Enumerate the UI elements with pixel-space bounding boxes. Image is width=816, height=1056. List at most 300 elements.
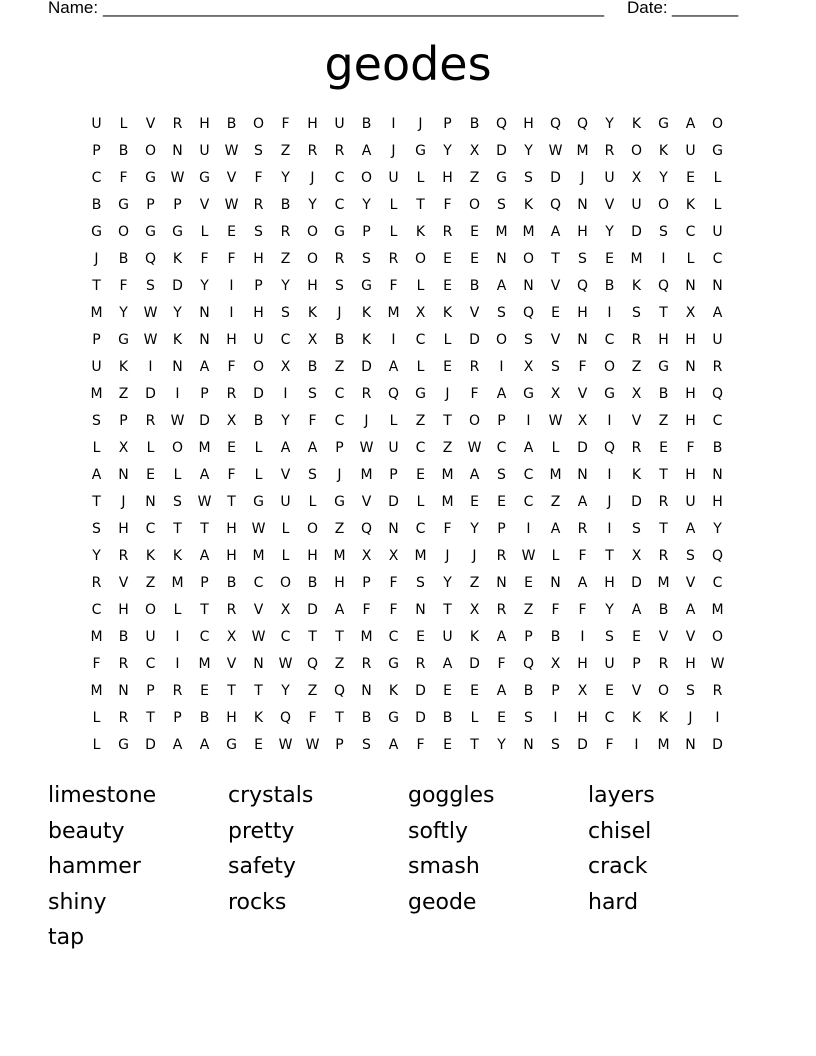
grid-letter[interactable]: D (172, 278, 183, 294)
grid-letter[interactable]: J (445, 386, 450, 402)
grid-letter[interactable]: A (685, 116, 696, 132)
grid-letter[interactable]: X (226, 413, 237, 429)
grid-letter[interactable]: Y (281, 683, 290, 699)
grid-letter[interactable]: M (522, 224, 535, 240)
grid-letter[interactable]: S (632, 521, 641, 537)
grid-letter[interactable]: U (604, 656, 615, 672)
grid-letter[interactable]: U (604, 170, 615, 186)
grid-letter[interactable]: Z (550, 494, 561, 510)
grid-letter[interactable]: Y (713, 521, 722, 537)
grid-letter[interactable]: D (145, 386, 156, 402)
grid-letter[interactable]: Q (495, 116, 508, 132)
grid-letter[interactable]: W (467, 440, 482, 456)
grid-letter[interactable]: A (199, 548, 210, 564)
grid-letter[interactable]: M (657, 575, 670, 591)
grid-letter[interactable]: L (200, 224, 209, 240)
grid-letter[interactable]: G (118, 332, 129, 348)
grid-letter[interactable]: U (685, 143, 696, 159)
grid-letter[interactable]: J (337, 467, 342, 483)
grid-letter[interactable]: B (361, 710, 372, 726)
grid-letter[interactable]: O (495, 332, 508, 348)
grid-letter[interactable]: E (443, 251, 452, 267)
grid-letter[interactable]: F (200, 251, 209, 267)
grid-letter[interactable]: G (91, 224, 102, 240)
grid-letter[interactable]: E (470, 224, 479, 240)
grid-letter[interactable]: Y (605, 116, 614, 132)
grid-letter[interactable]: W (359, 440, 374, 456)
grid-letter[interactable]: L (416, 278, 425, 294)
grid-letter[interactable]: Z (280, 143, 291, 159)
grid-letter[interactable]: Y (659, 170, 668, 186)
grid-letter[interactable]: H (199, 116, 210, 132)
grid-letter[interactable]: V (631, 413, 642, 429)
grid-letter[interactable]: C (334, 386, 345, 402)
grid-letter[interactable]: X (550, 656, 561, 672)
grid-letter[interactable]: S (146, 278, 155, 294)
grid-letter[interactable]: R (307, 143, 318, 159)
grid-letter[interactable]: I (229, 305, 234, 321)
grid-letter[interactable]: K (415, 224, 426, 240)
grid-letter[interactable]: V (199, 197, 210, 213)
grid-letter[interactable]: P (524, 629, 533, 645)
grid-letter[interactable]: U (442, 629, 453, 645)
grid-letter[interactable]: R (577, 521, 588, 537)
grid-letter[interactable]: B (118, 251, 129, 267)
grid-letter[interactable]: I (391, 116, 396, 132)
grid-letter[interactable]: T (659, 305, 668, 321)
grid-letter[interactable]: Y (281, 413, 290, 429)
grid-letter[interactable]: F (470, 386, 479, 402)
grid-letter[interactable]: N (199, 332, 210, 348)
grid-letter[interactable]: B (199, 710, 210, 726)
grid-letter[interactable]: M (387, 305, 400, 321)
grid-letter[interactable]: J (121, 494, 126, 510)
grid-letter[interactable]: F (551, 602, 560, 618)
grid-letter[interactable]: P (146, 197, 155, 213)
grid-letter[interactable]: H (307, 548, 318, 564)
grid-letter[interactable]: S (551, 359, 560, 375)
grid-letter[interactable]: G (145, 170, 156, 186)
grid-letter[interactable]: P (200, 575, 209, 591)
grid-letter[interactable]: G (415, 386, 426, 402)
grid-letter[interactable]: C (523, 467, 534, 483)
grid-letter[interactable]: B (334, 332, 345, 348)
grid-letter[interactable]: D (415, 710, 426, 726)
grid-letter[interactable]: U (91, 359, 102, 375)
grid-letter[interactable]: Z (334, 521, 345, 537)
grid-letter[interactable]: A (469, 467, 480, 483)
grid-letter[interactable]: F (254, 170, 263, 186)
grid-letter[interactable]: T (227, 494, 236, 510)
grid-letter[interactable]: S (605, 629, 614, 645)
grid-letter[interactable]: N (172, 143, 183, 159)
grid-letter[interactable]: X (469, 143, 480, 159)
grid-letter[interactable]: J (337, 305, 342, 321)
grid-letter[interactable]: Q (333, 683, 346, 699)
grid-letter[interactable]: H (307, 278, 318, 294)
grid-letter[interactable]: C (712, 413, 723, 429)
grid-letter[interactable]: B (280, 197, 291, 213)
grid-letter[interactable]: Y (524, 143, 533, 159)
grid-letter[interactable]: M (630, 251, 643, 267)
grid-letter[interactable]: R (712, 359, 723, 375)
grid-letter[interactable]: M (360, 629, 373, 645)
grid-letter[interactable]: G (199, 170, 210, 186)
grid-letter[interactable]: T (443, 413, 452, 429)
grid-letter[interactable]: Y (281, 278, 290, 294)
grid-letter[interactable]: A (523, 440, 534, 456)
grid-letter[interactable]: L (281, 548, 290, 564)
grid-letter[interactable]: R (334, 143, 345, 159)
grid-letter[interactable]: K (118, 359, 129, 375)
grid-letter[interactable]: I (580, 629, 585, 645)
grid-letter[interactable]: M (657, 737, 670, 753)
grid-letter[interactable]: H (685, 413, 696, 429)
grid-letter[interactable]: R (253, 197, 264, 213)
grid-letter[interactable]: Y (497, 737, 506, 753)
grid-letter[interactable]: R (226, 386, 237, 402)
grid-letter[interactable]: E (443, 359, 452, 375)
grid-letter[interactable]: A (712, 305, 723, 321)
grid-letter[interactable]: M (576, 143, 589, 159)
grid-letter[interactable]: C (388, 629, 399, 645)
grid-letter[interactable]: O (252, 359, 265, 375)
grid-letter[interactable]: L (416, 170, 425, 186)
grid-letter[interactable]: D (469, 656, 480, 672)
grid-letter[interactable]: D (199, 413, 210, 429)
grid-letter[interactable]: U (712, 332, 723, 348)
grid-letter[interactable]: E (551, 305, 560, 321)
grid-letter[interactable]: H (577, 305, 588, 321)
grid-letter[interactable]: R (658, 548, 669, 564)
grid-letter[interactable]: B (523, 683, 534, 699)
grid-letter[interactable]: P (362, 575, 371, 591)
grid-letter[interactable]: A (577, 494, 588, 510)
grid-letter[interactable]: X (118, 440, 129, 456)
grid-letter[interactable]: D (253, 386, 264, 402)
grid-letter[interactable]: S (173, 494, 182, 510)
grid-letter[interactable]: M (495, 224, 508, 240)
grid-letter[interactable]: V (550, 278, 561, 294)
grid-letter[interactable]: O (117, 224, 130, 240)
grid-letter[interactable]: C (91, 602, 102, 618)
grid-letter[interactable]: R (118, 548, 129, 564)
grid-letter[interactable]: Z (631, 359, 642, 375)
grid-letter[interactable]: C (199, 629, 210, 645)
grid-letter[interactable]: F (443, 521, 452, 537)
grid-letter[interactable]: C (415, 521, 426, 537)
grid-letter[interactable]: R (604, 143, 615, 159)
grid-letter[interactable]: W (305, 737, 320, 753)
grid-letter[interactable]: K (658, 710, 669, 726)
grid-letter[interactable]: I (607, 467, 612, 483)
grid-letter[interactable]: U (334, 116, 345, 132)
grid-letter[interactable]: P (362, 224, 371, 240)
grid-letter[interactable]: A (199, 359, 210, 375)
grid-letter[interactable]: G (658, 116, 669, 132)
grid-letter[interactable]: A (496, 629, 507, 645)
grid-letter[interactable]: R (712, 683, 723, 699)
grid-letter[interactable]: H (577, 224, 588, 240)
grid-letter[interactable]: H (442, 170, 453, 186)
grid-letter[interactable]: T (443, 602, 452, 618)
grid-letter[interactable]: R (469, 359, 480, 375)
grid-letter[interactable]: H (577, 656, 588, 672)
grid-letter[interactable]: W (251, 521, 266, 537)
grid-letter[interactable]: C (523, 494, 534, 510)
grid-letter[interactable]: S (524, 170, 533, 186)
grid-letter[interactable]: I (175, 629, 180, 645)
grid-letter[interactable]: P (443, 116, 452, 132)
grid-letter[interactable]: K (172, 548, 183, 564)
grid-letter[interactable]: O (144, 143, 157, 159)
grid-letter[interactable]: S (551, 737, 560, 753)
grid-letter[interactable]: D (496, 143, 507, 159)
grid-letter[interactable]: N (712, 467, 723, 483)
grid-letter[interactable]: M (198, 440, 211, 456)
grid-letter[interactable]: Z (280, 251, 291, 267)
grid-letter[interactable]: X (631, 386, 642, 402)
grid-letter[interactable]: S (92, 521, 101, 537)
grid-letter[interactable]: F (578, 548, 587, 564)
grid-letter[interactable]: R (361, 656, 372, 672)
grid-letter[interactable]: O (360, 170, 373, 186)
grid-letter[interactable]: F (578, 359, 587, 375)
grid-letter[interactable]: E (497, 494, 506, 510)
grid-letter[interactable]: V (280, 467, 291, 483)
grid-letter[interactable]: D (550, 170, 561, 186)
grid-letter[interactable]: N (496, 575, 507, 591)
grid-letter[interactable]: T (335, 710, 344, 726)
grid-letter[interactable]: A (361, 143, 372, 159)
grid-letter[interactable]: D (631, 224, 642, 240)
grid-letter[interactable]: N (145, 494, 156, 510)
grid-letter[interactable]: E (497, 710, 506, 726)
grid-letter[interactable]: K (388, 683, 399, 699)
grid-letter[interactable]: M (90, 386, 103, 402)
grid-letter[interactable]: S (362, 737, 371, 753)
grid-letter[interactable]: Q (522, 305, 535, 321)
grid-letter[interactable]: V (118, 575, 129, 591)
grid-letter[interactable]: H (658, 332, 669, 348)
grid-letter[interactable]: N (523, 737, 534, 753)
grid-letter[interactable]: F (416, 737, 425, 753)
grid-letter[interactable]: Z (334, 359, 345, 375)
grid-letter[interactable]: L (686, 251, 695, 267)
grid-letter[interactable]: O (468, 413, 481, 429)
grid-letter[interactable]: E (443, 737, 452, 753)
grid-letter[interactable]: R (388, 251, 399, 267)
grid-letter[interactable]: J (364, 413, 369, 429)
grid-letter[interactable]: J (418, 116, 423, 132)
grid-letter[interactable]: W (710, 656, 725, 672)
grid-letter[interactable]: Q (711, 386, 724, 402)
grid-letter[interactable]: X (685, 305, 696, 321)
grid-letter[interactable]: A (496, 386, 507, 402)
grid-letter[interactable]: B (658, 386, 669, 402)
grid-letter[interactable]: N (523, 278, 534, 294)
grid-letter[interactable]: C (334, 170, 345, 186)
grid-letter[interactable]: I (499, 359, 504, 375)
grid-letter[interactable]: V (550, 332, 561, 348)
grid-letter[interactable]: B (442, 710, 453, 726)
grid-letter[interactable]: B (469, 116, 480, 132)
grid-letter[interactable]: Y (443, 143, 452, 159)
grid-letter[interactable]: P (335, 440, 344, 456)
grid-letter[interactable]: G (226, 737, 237, 753)
grid-letter[interactable]: E (470, 683, 479, 699)
grid-letter[interactable]: I (175, 656, 180, 672)
grid-letter[interactable]: Z (523, 602, 534, 618)
grid-letter[interactable]: P (173, 197, 182, 213)
grid-letter[interactable]: B (307, 575, 318, 591)
grid-letter[interactable]: R (658, 656, 669, 672)
grid-letter[interactable]: X (469, 602, 480, 618)
grid-letter[interactable]: O (279, 575, 292, 591)
grid-letter[interactable]: M (252, 548, 265, 564)
grid-letter[interactable]: R (118, 656, 129, 672)
grid-letter[interactable]: K (631, 710, 642, 726)
grid-letter[interactable]: Q (387, 386, 400, 402)
grid-letter[interactable]: L (389, 224, 398, 240)
grid-letter[interactable]: O (630, 143, 643, 159)
grid-letter[interactable]: S (632, 305, 641, 321)
grid-letter[interactable]: S (524, 710, 533, 726)
grid-letter[interactable]: M (90, 683, 103, 699)
grid-letter[interactable]: Z (118, 386, 129, 402)
grid-letter[interactable]: N (118, 467, 129, 483)
grid-letter[interactable]: I (634, 737, 639, 753)
grid-letter[interactable]: J (310, 170, 315, 186)
grid-letter[interactable]: E (470, 251, 479, 267)
grid-letter[interactable]: C (334, 197, 345, 213)
grid-letter[interactable]: J (580, 170, 585, 186)
grid-letter[interactable]: R (415, 656, 426, 672)
grid-letter[interactable]: M (90, 629, 103, 645)
grid-letter[interactable]: K (469, 629, 480, 645)
grid-letter[interactable]: F (92, 656, 101, 672)
grid-letter[interactable]: C (280, 332, 291, 348)
grid-letter[interactable]: L (173, 467, 182, 483)
grid-letter[interactable]: Z (442, 440, 453, 456)
grid-letter[interactable]: H (604, 575, 615, 591)
grid-letter[interactable]: M (198, 656, 211, 672)
grid-letter[interactable]: I (607, 413, 612, 429)
grid-letter[interactable]: R (172, 683, 183, 699)
grid-letter[interactable]: J (445, 548, 450, 564)
grid-letter[interactable]: Q (144, 251, 157, 267)
grid-letter[interactable]: O (711, 116, 724, 132)
grid-letter[interactable]: K (658, 143, 669, 159)
grid-letter[interactable]: A (307, 440, 318, 456)
grid-letter[interactable]: M (414, 548, 427, 564)
grid-letter[interactable]: Z (145, 575, 156, 591)
grid-letter[interactable]: S (254, 143, 263, 159)
grid-letter[interactable]: Q (549, 116, 562, 132)
grid-letter[interactable]: G (118, 737, 129, 753)
grid-letter[interactable]: B (550, 629, 561, 645)
grid-letter[interactable]: U (388, 170, 399, 186)
grid-letter[interactable]: O (414, 251, 427, 267)
grid-letter[interactable]: V (253, 602, 264, 618)
grid-letter[interactable]: Y (92, 548, 101, 564)
grid-letter[interactable]: Z (307, 683, 318, 699)
grid-letter[interactable]: G (388, 710, 399, 726)
grid-letter[interactable]: Y (200, 278, 209, 294)
grid-letter[interactable]: R (442, 224, 453, 240)
grid-letter[interactable]: G (415, 143, 426, 159)
grid-letter[interactable]: G (118, 197, 129, 213)
grid-letter[interactable]: D (415, 683, 426, 699)
grid-letter[interactable]: A (685, 602, 696, 618)
grid-letter[interactable]: L (470, 710, 479, 726)
grid-letter[interactable]: N (118, 683, 129, 699)
grid-letter[interactable]: H (523, 116, 534, 132)
grid-letter[interactable]: H (226, 548, 237, 564)
grid-letter[interactable]: Q (279, 710, 292, 726)
grid-letter[interactable]: I (283, 386, 288, 402)
grid-letter[interactable]: O (657, 197, 670, 213)
grid-letter[interactable]: L (146, 440, 155, 456)
grid-letter[interactable]: U (199, 143, 210, 159)
grid-letter[interactable]: A (199, 467, 210, 483)
grid-letter[interactable]: A (172, 737, 183, 753)
grid-letter[interactable]: R (334, 251, 345, 267)
grid-letter[interactable]: Q (549, 197, 562, 213)
grid-letter[interactable]: X (577, 683, 588, 699)
grid-letter[interactable]: N (361, 683, 372, 699)
grid-letter[interactable]: F (281, 116, 290, 132)
grid-letter[interactable]: T (254, 683, 263, 699)
grid-letter[interactable]: O (468, 197, 481, 213)
grid-letter[interactable]: L (92, 710, 101, 726)
grid-letter[interactable]: K (307, 305, 318, 321)
grid-letter[interactable]: F (308, 413, 317, 429)
grid-letter[interactable]: Y (443, 575, 452, 591)
grid-letter[interactable]: X (280, 359, 291, 375)
grid-letter[interactable]: Q (657, 278, 670, 294)
grid-letter[interactable]: G (253, 494, 264, 510)
grid-letter[interactable]: O (306, 251, 319, 267)
grid-letter[interactable]: E (227, 224, 236, 240)
grid-letter[interactable]: T (659, 467, 668, 483)
grid-letter[interactable]: E (443, 278, 452, 294)
grid-letter[interactable]: K (361, 332, 372, 348)
grid-letter[interactable]: Q (711, 548, 724, 564)
grid-letter[interactable]: G (145, 224, 156, 240)
grid-letter[interactable]: F (389, 278, 398, 294)
grid-letter[interactable]: Q (576, 278, 589, 294)
grid-letter[interactable]: K (523, 197, 534, 213)
grid-letter[interactable]: O (306, 224, 319, 240)
grid-letter[interactable]: E (254, 737, 263, 753)
grid-letter[interactable]: X (523, 359, 534, 375)
grid-letter[interactable]: M (549, 467, 562, 483)
grid-letter[interactable]: S (335, 278, 344, 294)
grid-letter[interactable]: M (90, 305, 103, 321)
grid-letter[interactable]: E (686, 170, 695, 186)
grid-letter[interactable]: L (119, 116, 128, 132)
grid-letter[interactable]: K (361, 305, 372, 321)
grid-letter[interactable]: S (281, 305, 290, 321)
grid-letter[interactable]: B (118, 143, 129, 159)
grid-letter[interactable]: V (361, 494, 372, 510)
grid-letter[interactable]: O (306, 521, 319, 537)
grid-letter[interactable]: F (443, 197, 452, 213)
grid-letter[interactable]: H (226, 710, 237, 726)
grid-letter[interactable]: D (307, 602, 318, 618)
grid-letter[interactable]: O (252, 116, 265, 132)
